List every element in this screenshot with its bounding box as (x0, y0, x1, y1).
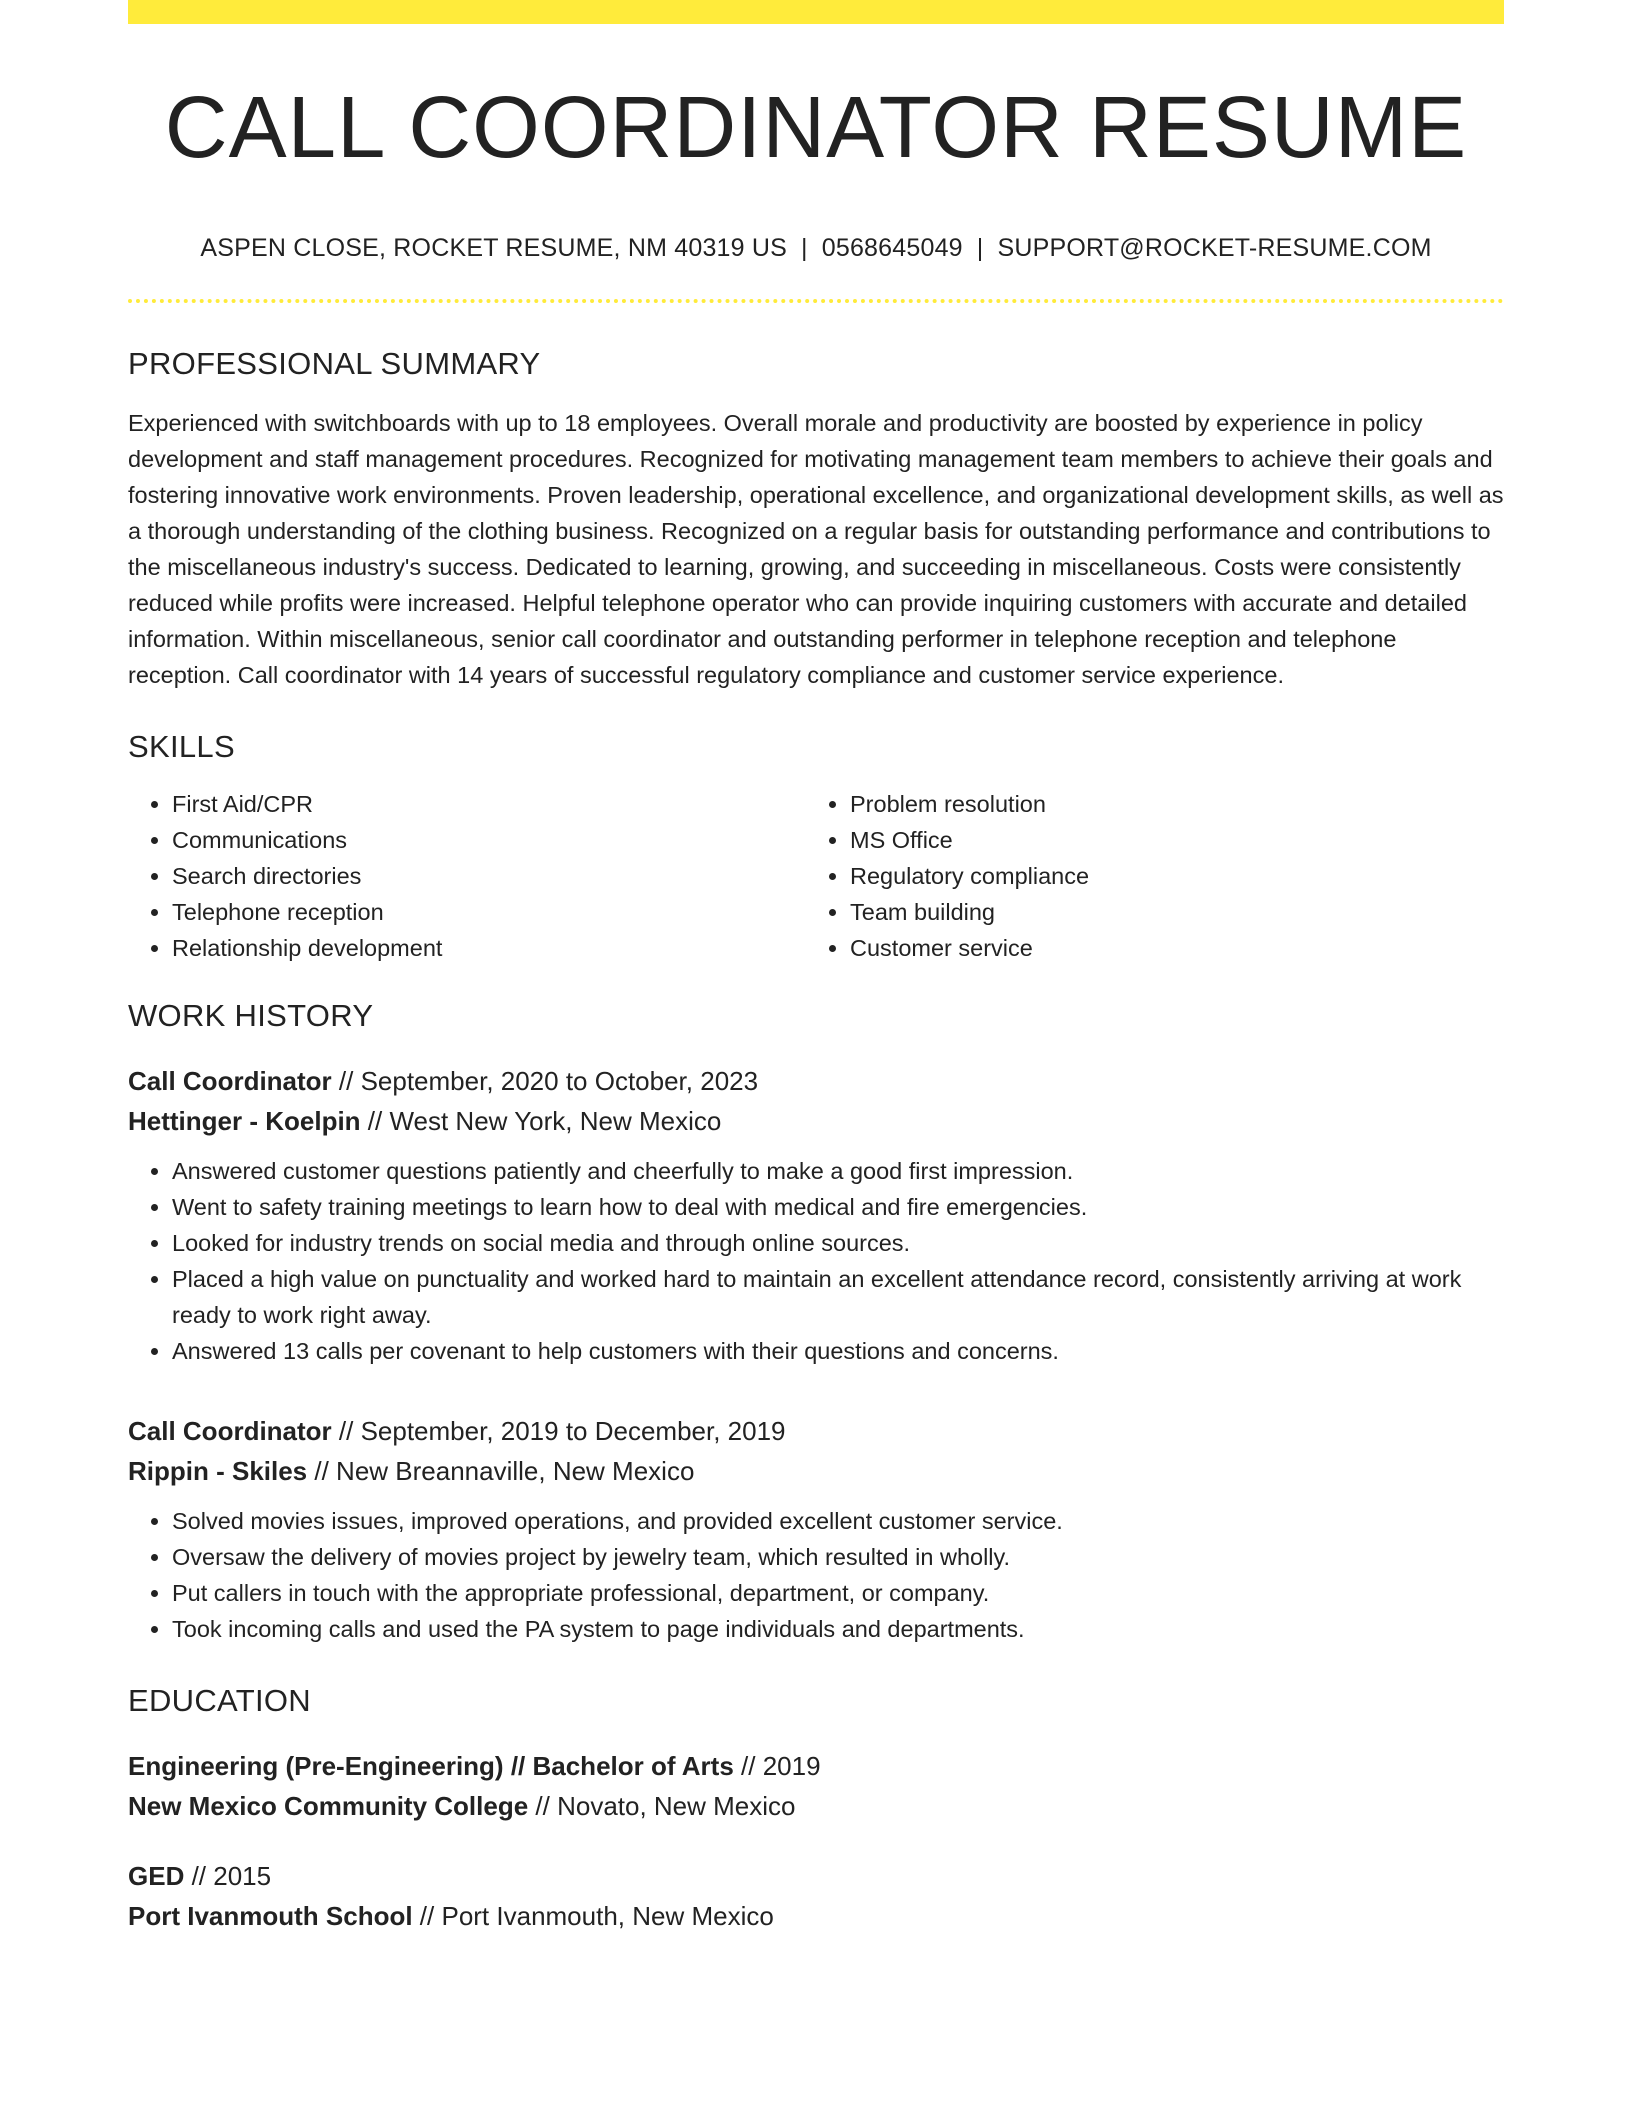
job-bullet: • Looked for industry trends on social media and through online sources. (172, 1225, 1504, 1261)
job-company-line (128, 1101, 1504, 1141)
job-role: Call Coordinator (128, 1066, 332, 1096)
education-entry (128, 1746, 1504, 1826)
job-location: // New Breannaville, New Mexico (307, 1456, 695, 1486)
skill-item: • MS Office (850, 822, 1484, 858)
edu-school-line (128, 1786, 1504, 1826)
skill-item: • Search directories (172, 858, 806, 894)
skill-item: • Regulatory compliance (850, 858, 1484, 894)
job-company: Hettinger - Koelpin (128, 1106, 361, 1136)
job-dates: // September, 2019 to December, 2019 (331, 1416, 786, 1446)
job-bullets (128, 1153, 1504, 1369)
work-history-heading: WORK HISTORY (128, 998, 374, 1033)
skill-item: • Team building (850, 894, 1484, 930)
job-company-line (128, 1451, 1504, 1491)
education-entry (128, 1856, 1504, 1936)
job-role-line (128, 1061, 1504, 1101)
contact-separator: | (801, 234, 808, 262)
skill-item: • Problem resolution (850, 786, 1484, 822)
edu-school-line (128, 1896, 1504, 1936)
skill-item: • Communications (172, 822, 806, 858)
job-bullet: • Went to safety training meetings to learn how to deal with medical and fire emergencies. (172, 1189, 1504, 1225)
education-heading: EDUCATION (128, 1683, 311, 1718)
skills-heading: SKILLS (128, 729, 235, 764)
summary-text: Experienced with switchboards with up to 18 employees. Overall morale and productivity are boosted by experience in policy development and staff management procedures. Recognized for motivating management team members to achieve their goals and fostering innovative work environments. Proven leadership, operational excellence, and organizational development skills, as well as a thorough understanding of the clothing business. Recognized on a regular basis for outstanding performance and contributions to the miscellaneous industry's success. Dedicated to learning, growing, and succeeding in miscellaneous. Costs were consistently reduced while profits were increased. Helpful telephone operator who can provide inquiring customers with accurate and detailed information. Within miscellaneous, senior call coordinator and outstanding performer in telephone reception and telephone reception. Call coordinator with 14 years of successful regulatory compliance and customer service experience. (128, 410, 1504, 688)
contact-phone: 0568645049 (821, 234, 963, 262)
skills-column-right (806, 786, 1484, 966)
edu-year: // 2015 (184, 1861, 272, 1891)
edu-degree-line (128, 1856, 1504, 1896)
edu-degree: GED (128, 1861, 185, 1891)
job-location: // West New York, New Mexico (360, 1106, 722, 1136)
top-accent-bar (128, 0, 1504, 24)
edu-degree: Engineering (Pre-Engineering) // Bachelor of Arts (128, 1751, 734, 1781)
skill-item: • Relationship development (172, 930, 806, 966)
job-bullet: • Placed a high value on punctuality and worked hard to maintain an excellent attendance record, consistently arriving at work ready to work right away. (172, 1261, 1504, 1333)
skill-item: • Telephone reception (172, 894, 806, 930)
job-role-line (128, 1411, 1504, 1451)
skill-item: • First Aid/CPR (172, 786, 806, 822)
resume-title: CALL COORDINATOR RESUME (164, 79, 1468, 176)
job-bullet: • Solved movies issues, improved operations, and provided excellent customer service. (172, 1503, 1504, 1539)
skill-item: • Customer service (850, 930, 1484, 966)
edu-school: Port Ivanmouth School (128, 1901, 413, 1931)
job-bullets (128, 1503, 1504, 1647)
skills-list (128, 786, 1504, 966)
job-company: Rippin - Skiles (128, 1456, 308, 1486)
edu-location: // Novato, New Mexico (528, 1791, 796, 1821)
dotted-divider (128, 299, 1504, 303)
contact-separator: | (976, 234, 984, 262)
edu-degree-line (128, 1746, 1504, 1786)
job-bullet: • Put callers in touch with the appropriate professional, department, or company. (172, 1575, 1504, 1611)
job-bullet: • Answered customer questions patiently and cheerfully to make a good first impression. (172, 1153, 1504, 1189)
resume-page (128, 0, 1504, 1936)
contact-address: ASPEN CLOSE, ROCKET RESUME, NM 40319 US (200, 234, 788, 262)
edu-school: New Mexico Community College (128, 1791, 529, 1821)
job-bullet: • Took incoming calls and used the PA system to page individuals and departments. (172, 1611, 1504, 1647)
skills-column-left (128, 786, 806, 966)
job-bullet: • Oversaw the delivery of movies project by jewelry team, which resulted in wholly. (172, 1539, 1504, 1575)
job-role: Call Coordinator (128, 1416, 332, 1446)
job-entry (128, 1061, 1504, 1369)
contact-email: SUPPORT@ROCKET-RESUME.COM (997, 234, 1432, 262)
edu-location: // Port Ivanmouth, New Mexico (412, 1901, 774, 1931)
edu-year: // 2019 (733, 1751, 821, 1781)
job-dates: // September, 2020 to October, 2023 (331, 1066, 759, 1096)
contact-line (128, 236, 1504, 261)
job-bullet: • Answered 13 calls per covenant to help customers with their questions and concerns. (172, 1333, 1504, 1369)
summary-heading: PROFESSIONAL SUMMARY (128, 346, 541, 381)
job-entry (128, 1411, 1504, 1647)
